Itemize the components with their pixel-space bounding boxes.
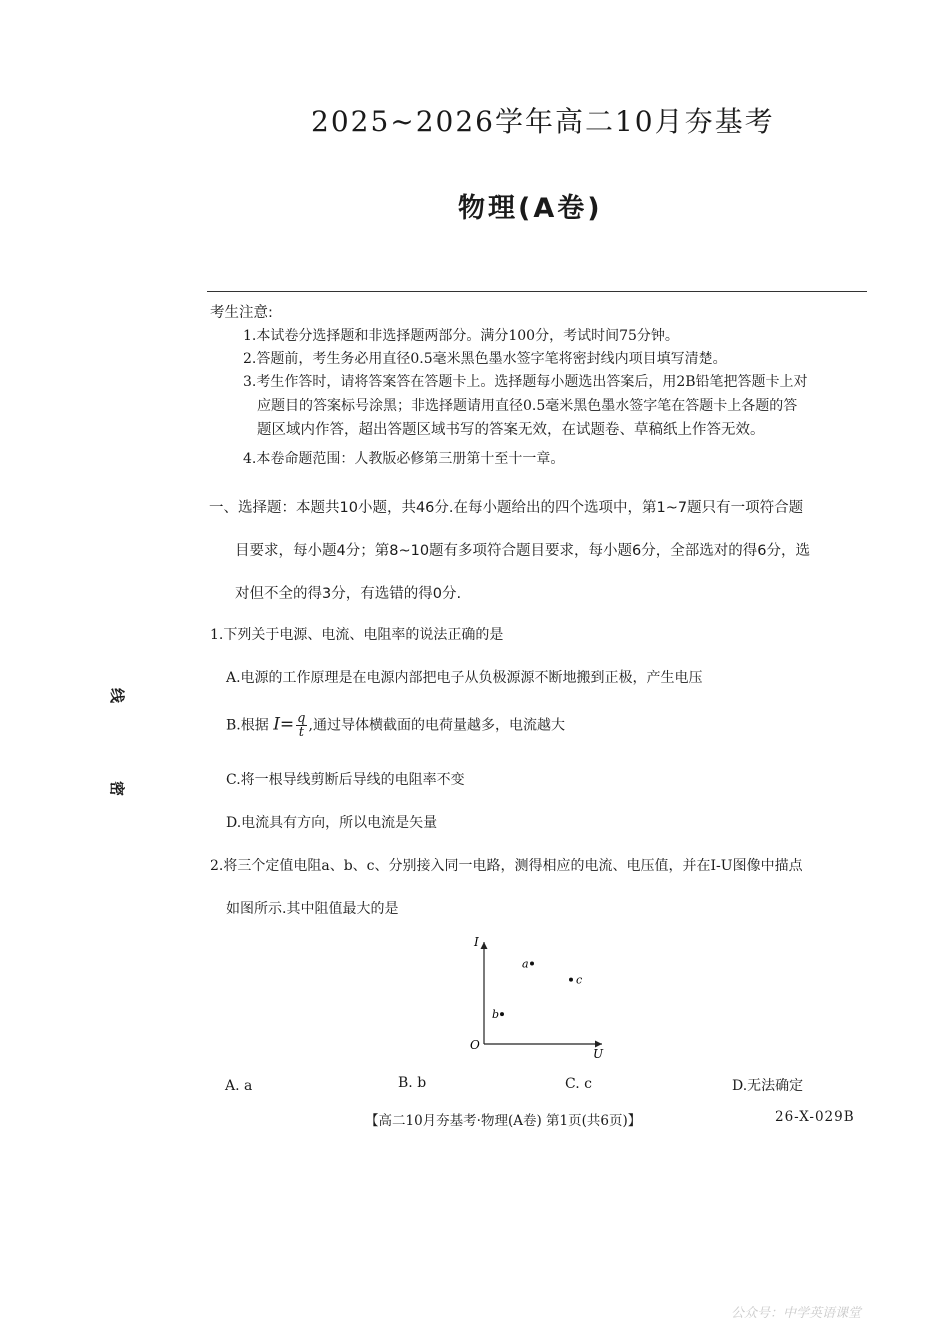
i-axis-label: I	[474, 935, 479, 949]
question-2-option-c: C. c	[565, 1076, 592, 1092]
iu-graph	[460, 930, 620, 1065]
option-b-suffix: ,通过导体横截面的电荷量越多，电流越大	[308, 717, 565, 734]
data-points	[492, 958, 582, 1022]
point-a	[530, 962, 534, 966]
question-2-option-b: B. b	[398, 1075, 427, 1091]
notice-item-3-cont: 应题目的答案标号涂黑；非选择题请用直径0.5毫米黑色墨水签字笔在答题卡上各题的答	[257, 398, 798, 414]
notice-item-3-cont2: 题区域内作答，超出答题区域书写的答案无效，在试题卷、草稿纸上作答无效。	[257, 422, 765, 438]
point-c	[569, 978, 573, 982]
header-divider	[207, 291, 867, 292]
point-label-a: a	[522, 957, 529, 971]
question-2-option-d: D.无法确定	[732, 1078, 804, 1094]
option-b-prefix: B.根据	[226, 717, 269, 734]
section-heading-line-3: 对但不全的得3分，有选错的得0分.	[235, 586, 462, 602]
question-2-stem-line-1: 2.将三个定值电阻a、b、c、分别接入同一电路，测得相应的电流、电压值，并在I-U图像中描点	[210, 858, 803, 874]
section-heading-line-2: 目要求，每小题4分；第8~10题有多项符合题目要求，每小题6分，全部选对的得6分，选	[235, 543, 810, 559]
question-2-stem-line-2: 如图所示.其中阻值最大的是	[226, 901, 399, 917]
question-1-option-c: C.将一根导线剪断后导线的电阻率不变	[226, 772, 465, 788]
notice-heading: 考生注意:	[210, 305, 273, 321]
formula-denominator: t	[298, 725, 304, 740]
binding-line-mark: 线	[108, 687, 127, 704]
question-1-option-b	[226, 712, 565, 739]
point-label-b: b	[492, 1008, 500, 1022]
footer-code: 26-X-029B	[775, 1109, 855, 1125]
footer-page-info: 【高二10月夯基考·物理(A卷) 第1页(共6页)】	[365, 1113, 642, 1129]
exam-subtitle: 物理(A卷)	[458, 193, 603, 224]
question-1-option-a: A.电源的工作原理是在电源内部把电子从负极源源不断地搬到正极，产生电压	[226, 670, 703, 686]
formula-fraction	[296, 712, 306, 739]
origin-label: O	[470, 1038, 480, 1052]
u-axis-label: U	[593, 1047, 604, 1061]
question-2-option-a: A. a	[225, 1078, 253, 1094]
formula-numerator: q	[297, 711, 306, 726]
formula-lhs: I=	[273, 714, 295, 735]
section-heading-line-1: 一、选择题：本题共10小题，共46分.在每小题给出的四个选项中，第1~7题只有一项符合题	[209, 500, 804, 516]
exam-title: 2025~2026学年高二10月夯基考	[311, 105, 775, 138]
watermark: 公众号：中学英语课堂	[731, 1306, 862, 1321]
point-label-c: c	[576, 973, 583, 987]
binding-seal-mark: 密	[108, 780, 127, 797]
question-1-option-d: D.电流具有方向，所以电流是矢量	[226, 815, 438, 831]
notice-item-4: 4.本卷命题范围：人教版必修第三册第十至十一章。	[243, 451, 565, 467]
question-1-stem: 1.下列关于电源、电流、电阻率的说法正确的是	[210, 627, 504, 643]
notice-item-3: 3.考生作答时，请将答案答在答题卡上。选择题每小题选出答案后，用2B铅笔把答题卡上对	[243, 374, 808, 390]
notice-item-1: 1.本试卷分选择题和非选择题两部分。满分100分，考试时间75分钟。	[243, 328, 679, 344]
notice-item-2: 2.答题前，考生务必用直径0.5毫米黑色墨水签字笔将密封线内项目填写清楚。	[243, 351, 727, 367]
point-b	[500, 1012, 504, 1016]
